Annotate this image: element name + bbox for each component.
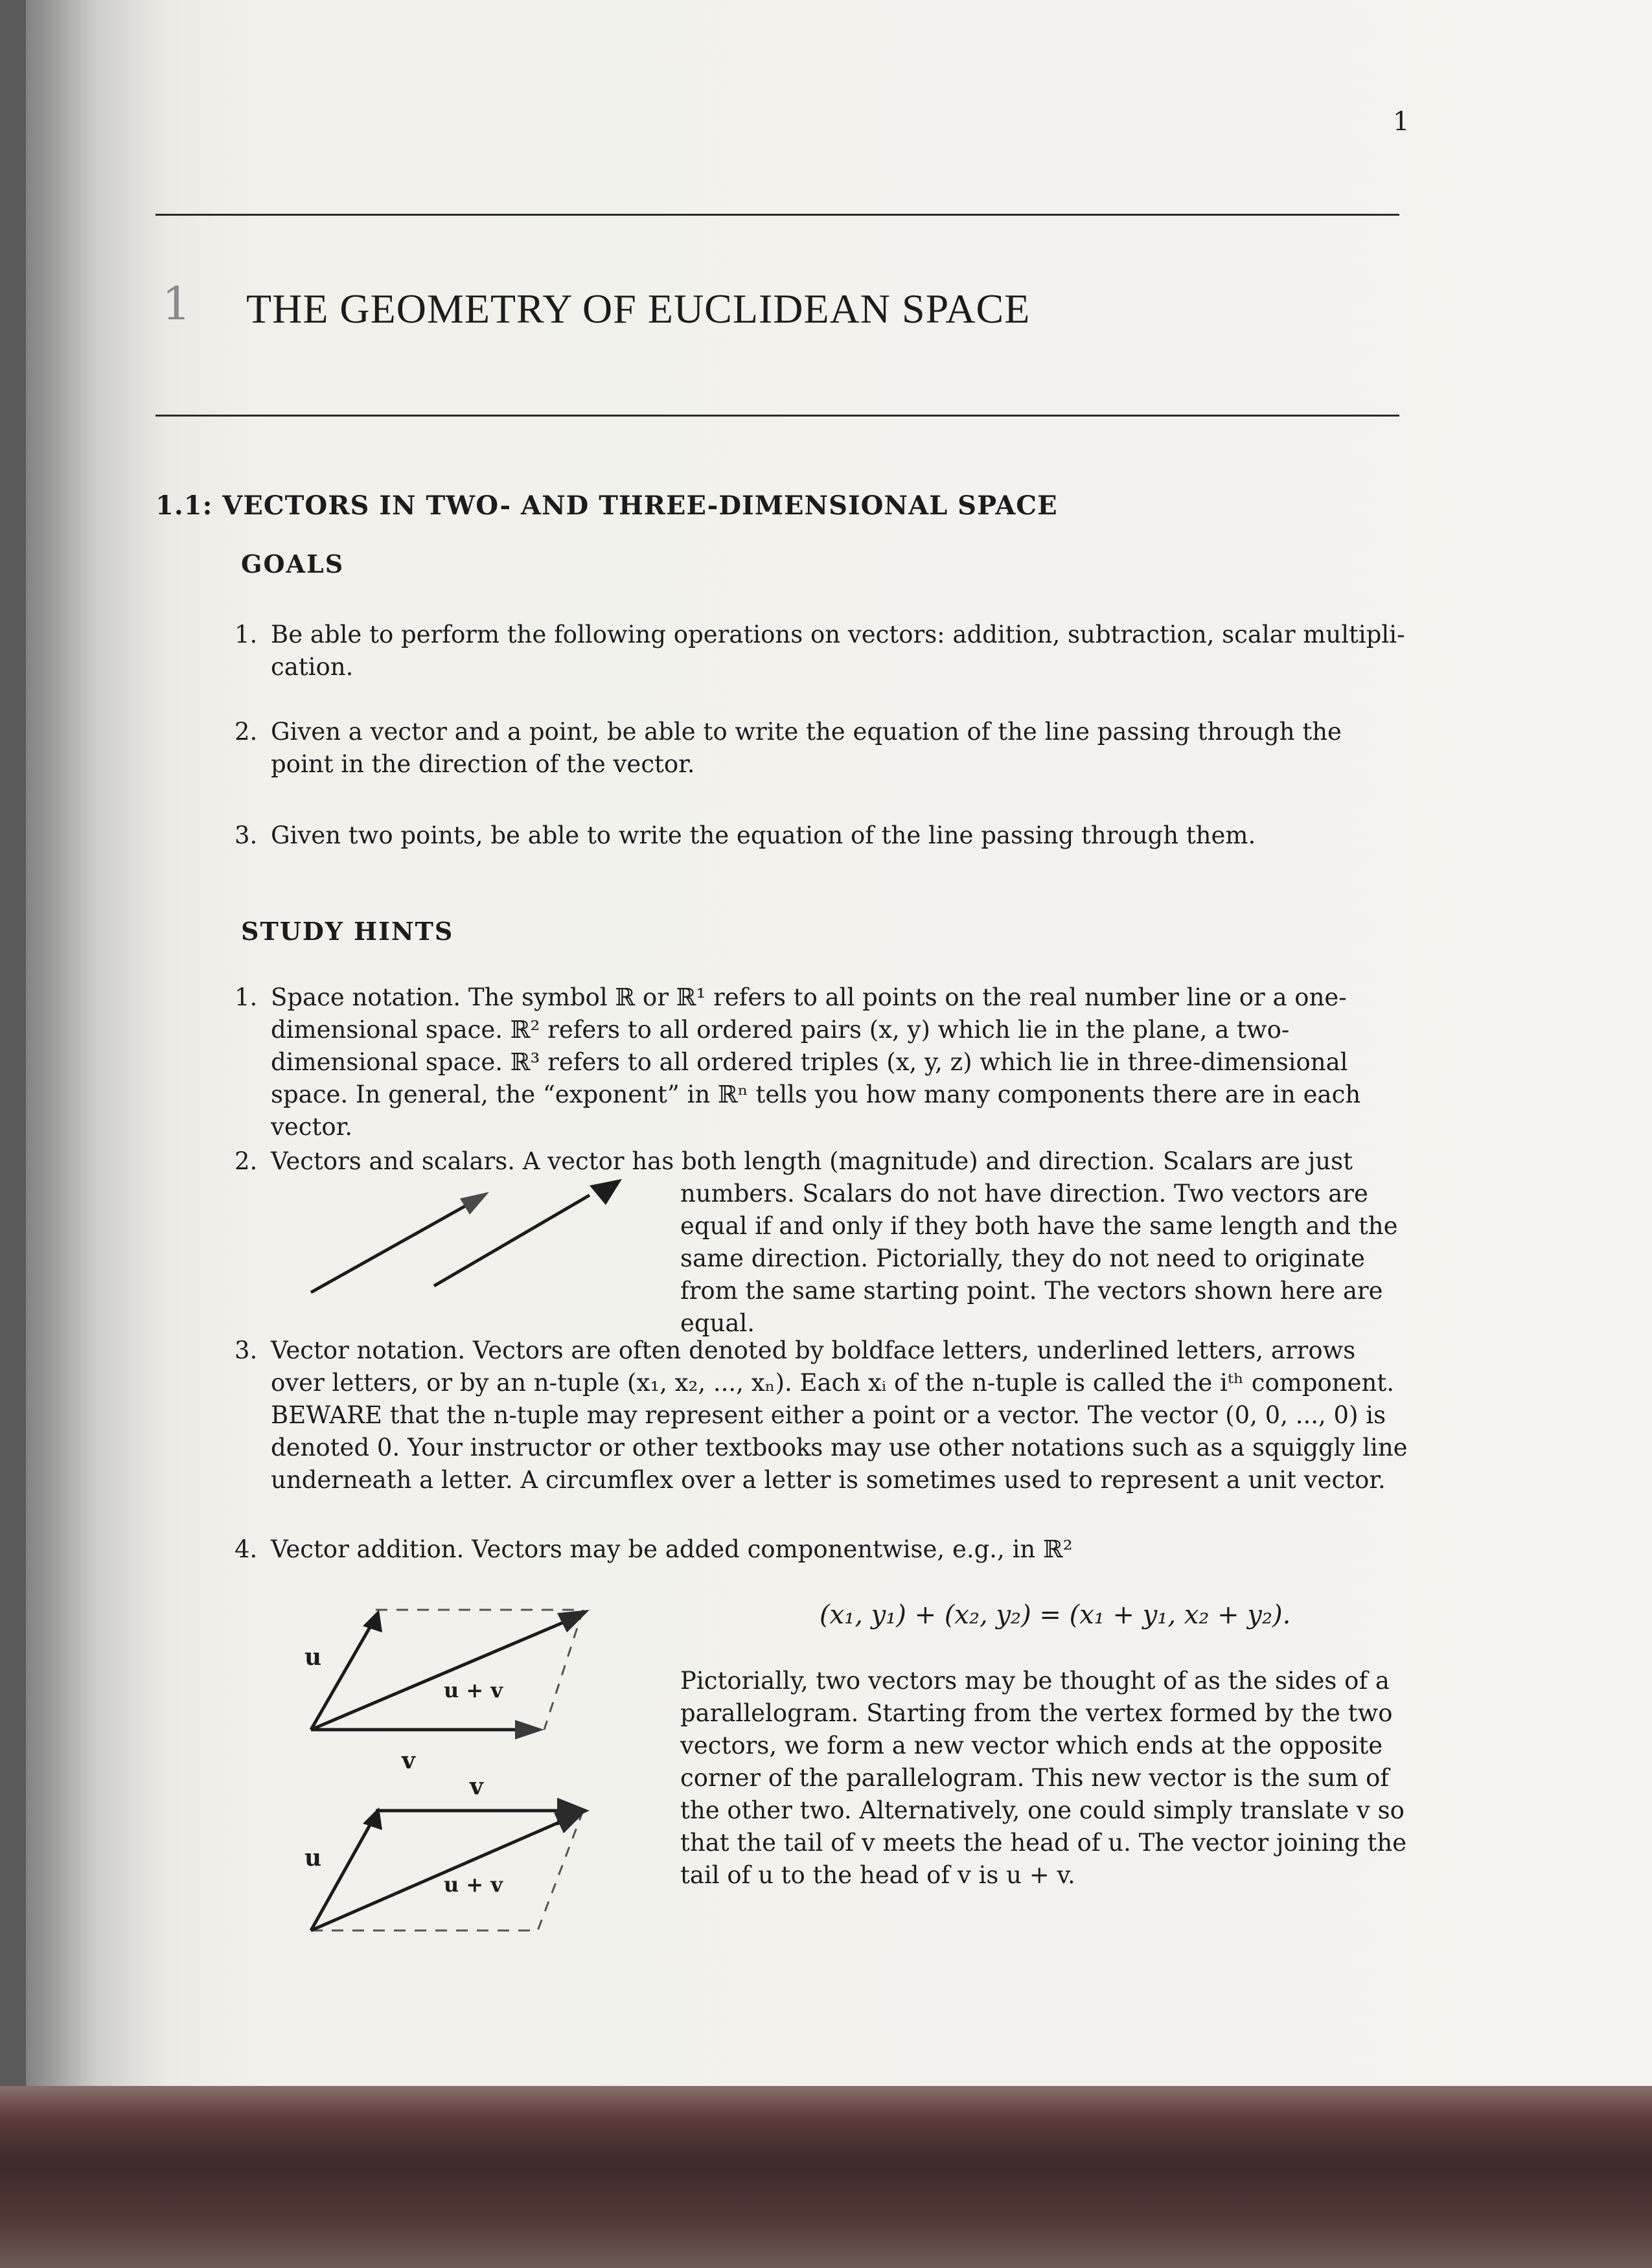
chapter-number: 1 xyxy=(162,277,191,330)
goal-item-text: Given two points, be able to write the equation of the line passing through them. xyxy=(271,821,1256,849)
hint-item-text: Vector addition. Vectors may be added componentwise, e.g., in ℝ² xyxy=(271,1535,1073,1563)
goals-heading: GOALS xyxy=(241,549,345,578)
vector-addition-formula: (x₁, y₁) + (x₂, y₂) = (x₁ + y₁, x₂ + y₂). xyxy=(820,1600,1291,1630)
book-binding-shadow xyxy=(0,0,26,2268)
equal-vectors-figure xyxy=(304,1176,641,1305)
hint-item-text: Space notation. The symbol ℝ or ℝ¹ refers to all points on the real number line or a one- dimensional space. ℝ² refers to all ordered pairs (x, y) which lie in the plane, a two-dimensional space. ℝ³ refers to all ordered triples (x, y, z) which lie in three-dimensional space. In general, the “exponent” in ℝⁿ tells you how many components there are in each vector. xyxy=(271,983,1361,1141)
vector-sum-arrowhead xyxy=(554,1811,586,1833)
hint-item-wrapped-text: numbers. Scalars do not have direction. Two vectors are equal if and only if they both have the same length and the same direction. Pictorially, they do not need to originate from the same starting point. The vectors shown here are equal. xyxy=(680,1180,1398,1337)
hint-item-number: 3. xyxy=(235,1336,258,1364)
section-heading: 1.1: VECTORS IN TWO- AND THREE-DIMENSIONAL SPACE xyxy=(155,490,1058,521)
study-hints-heading: STUDY HINTS xyxy=(241,917,454,946)
page-number: 1 xyxy=(1393,107,1410,137)
goal-item-number: 2. xyxy=(235,718,258,746)
hint-item xyxy=(235,1533,1411,1566)
goal-item-number: 1. xyxy=(235,621,258,648)
label-v: v xyxy=(470,1775,483,1800)
hint-item-number: 4. xyxy=(235,1535,258,1563)
hint-item-text: Vectors and scalars. A vector has both length (magnitude) and direction. Scalars are just xyxy=(271,1147,1353,1175)
scan-bottom-edge xyxy=(0,2086,1652,2268)
vector-arrowhead xyxy=(590,1179,622,1205)
vector-sum-arrowhead xyxy=(557,1610,590,1632)
goal-item-text: Be able to perform the following operations on vectors: addition, subtraction, scalar multipli- cation. xyxy=(271,621,1405,681)
vector-u-arrowhead xyxy=(363,1610,382,1632)
label-v: v xyxy=(402,1747,415,1769)
hint-item xyxy=(235,1145,1411,1178)
hint-item-wrapped-text: Pictorially, two vectors may be thought of as the sides of a parallelogram. Starting from the vertex formed by the two vectors, we form a new vector which ends at the opposite corner of the parallelogram. This new vector is the sum of the other two. Alternatively, one could simply translate v so that the tail of v meets the head of u. The vector joining the tail of u to the head of v is u + v. xyxy=(680,1667,1407,1889)
label-u: u xyxy=(304,1844,322,1872)
label-u: u xyxy=(304,1644,322,1671)
parallelogram-figure-top xyxy=(298,1594,609,1769)
parallelogram-figure-bottom xyxy=(298,1775,609,1943)
chapter-title: THE GEOMETRY OF EUCLIDEAN SPACE xyxy=(246,286,1031,332)
hint-item-number: 1. xyxy=(235,983,258,1011)
vector-sum-arrow xyxy=(311,1620,570,1730)
vector-sum-arrow xyxy=(311,1820,564,1930)
label-u-plus-v: u + v xyxy=(444,1872,503,1897)
vector-v-arrowhead xyxy=(515,1720,544,1739)
hint-item xyxy=(235,981,1411,1143)
chapter-rule-top xyxy=(155,214,1399,216)
goal-item-number: 3. xyxy=(235,821,258,849)
vector-u-arrow xyxy=(311,1623,373,1730)
vector-u-arrow xyxy=(311,1820,373,1930)
goal-item-text: Given a vector and a point, be able to write the equation of the line passing through the point in the direction of the vector. xyxy=(271,718,1342,778)
label-u-plus-v: u + v xyxy=(444,1678,503,1702)
goal-item xyxy=(235,619,1411,683)
hint-item-number: 2. xyxy=(235,1147,258,1175)
goal-item xyxy=(235,716,1411,781)
hint-item-text: Vector notation. Vectors are often denoted by boldface letters, underlined letters, arrows over letters, or by an n-tuple (x₁, x₂, ..., xₙ). Each xᵢ of the n-tuple is called the iᵗʰ component. BEWARE that the n-tuple may represent either a point or a vector. The vector (0, 0, ..., 0) is denoted 0. Your instructor or other textbooks may use other notations such as a squiggly line underneath a letter. A circumflex over a letter is sometimes used to represent a unit vector. xyxy=(271,1336,1408,1494)
chapter-rule-bottom xyxy=(155,415,1399,417)
goal-item xyxy=(235,819,1411,852)
vector-arrowhead xyxy=(460,1192,489,1215)
hint-item xyxy=(235,1334,1411,1496)
